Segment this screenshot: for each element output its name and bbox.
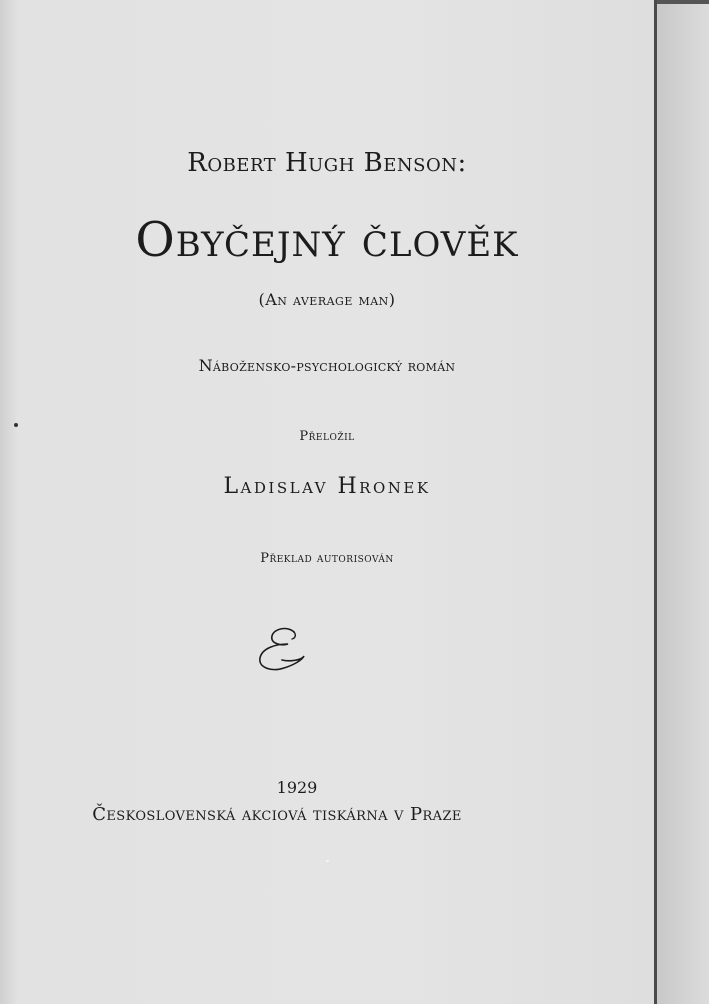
author-name: Robert Hugh Benson: [187, 148, 467, 178]
original-title: (An average man) [258, 290, 396, 309]
adjacent-page-edge [657, 0, 709, 4]
paper-speck [326, 860, 329, 862]
adjacent-page [657, 0, 709, 1004]
translated-by-label: Přeložil [299, 429, 355, 444]
genre-line: Nábožensko-psychologický román [198, 356, 456, 375]
publication-year: 1929 [276, 778, 318, 797]
paper-speck [14, 423, 18, 427]
book-title: Obyčejný člověk [135, 212, 519, 268]
script-e-ornament-icon [254, 626, 308, 674]
publisher-name: Československá akciová tiskárna v Praze [92, 804, 462, 825]
translator-name: Ladislav Hronek [223, 474, 431, 499]
authorization-note: Překlad autorisován [260, 551, 394, 566]
